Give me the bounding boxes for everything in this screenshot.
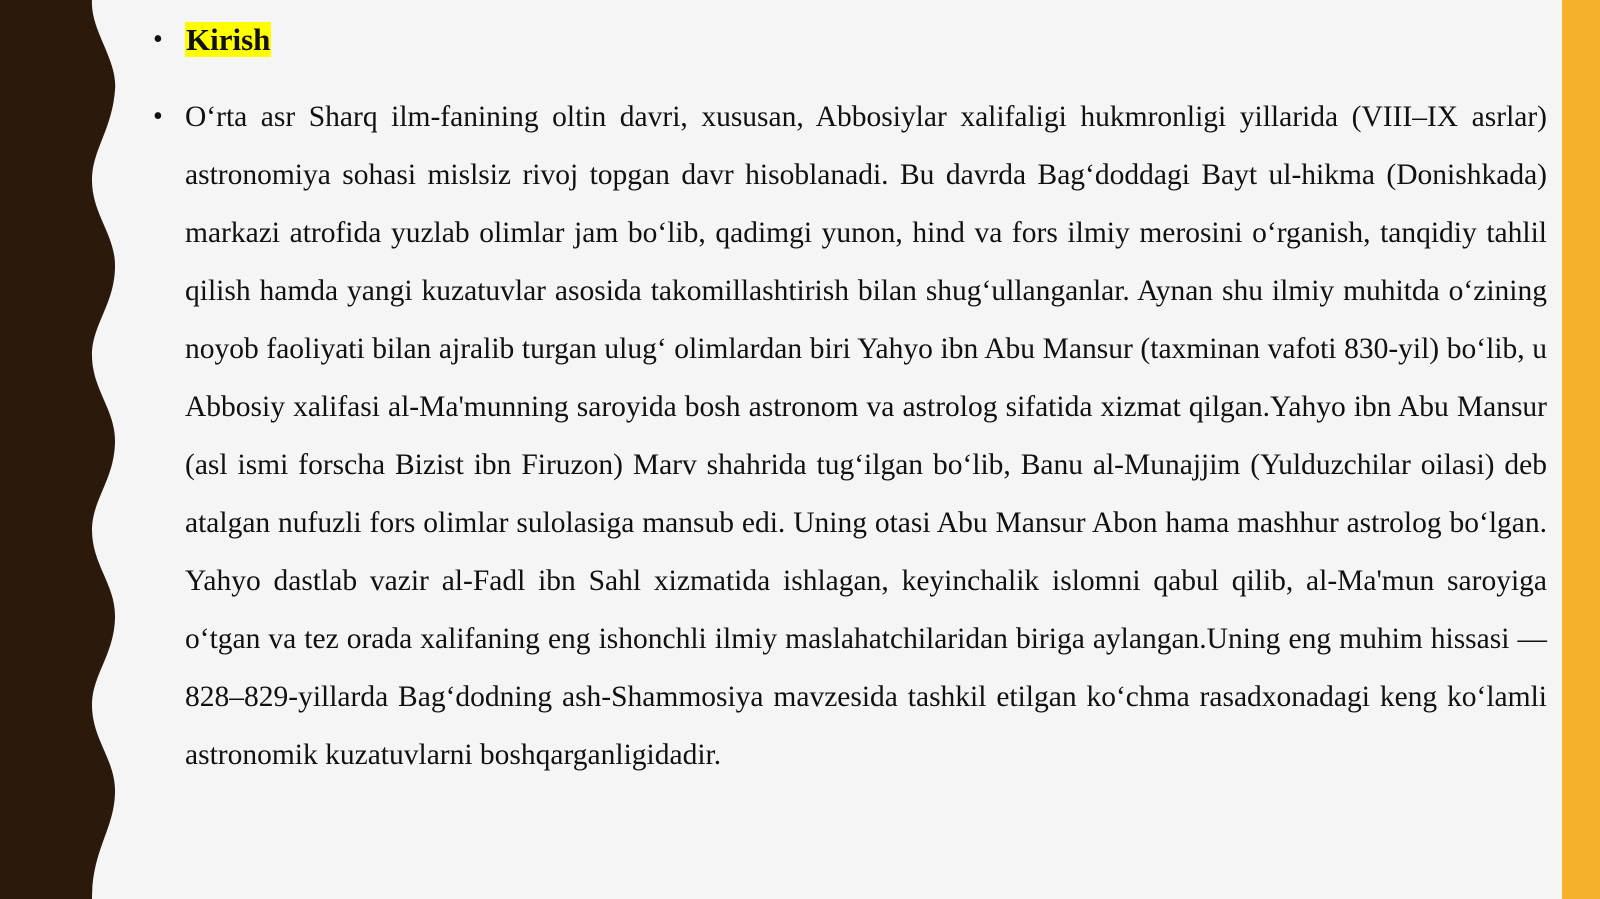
right-accent-band (1562, 0, 1600, 899)
body-paragraph: O‘rta asr Sharq ilm-fanining oltin davri, xususan, Abbosiylar xalifaligi hukmronligi yillarida (VIII–IX asrlar) astronomiya sohasi mislsiz rivoj topgan davr hisoblanadi. Bu davrda Bag‘doddagi Bayt ul-hikma (Donishkada) markazi atrofida yuzlab olimlar jam bo‘lib, qadimgi yunon, hind va fors ilmiy merosini o‘rganish, tanqidiy tahlil qilish hamda yangi kuzatuvlar asosida takomillashtirish bilan shug‘ullanganlar. Aynan shu ilmiy muhitda o‘zining noyob faoliyati bilan ajralib turgan ulug‘ olimlardan biri Yahyo ibn Abu Mansur (taxminan vafoti 830-yil) bo‘lib, u Abbosiy xalifasi al-Ma'munning saroyida bosh astronom va astrolog sifatida xizmat qilgan.Yahyo ibn Abu Mansur (asl ismi forscha Bizist ibn Firuzon) Marv shahrida tug‘ilgan bo‘lib, Banu al-Munajjim (Yulduzchilar oilasi) deb atalgan nufuzli fors olimlar sulolasiga mansub edi. Uning otasi Abu Mansur Abon hama mashhur astrolog bo‘lgan. Yahyo dastlab vazir al-Fadl ibn Sahl xizmatida ishlagan, keyinchalik islomni qabul qilib, al-Ma'mun saroyiga o‘tgan va tez orada xalifaning eng ishonchli ilmiy maslahatchilaridan biriga aylangan.Uning eng muhim hissasi — 828–829-yillarda Bag‘dodning ash-Shammosiya mavzesida tashkil etilgan ko‘chma rasadxonadagi keng ko‘lamli astronomik kuzatuvlarni boshqarganligidadir. (185, 101, 1547, 771)
slide-heading: Kirish (186, 22, 271, 57)
bullet-marker: • (153, 101, 163, 132)
wave-shape (0, 0, 115, 899)
left-wave-band (0, 0, 130, 899)
heading-bullet-item (150, 18, 1547, 66)
body-bullet-item (150, 88, 1547, 784)
slide-content (150, 18, 1547, 784)
bullet-marker: • (153, 24, 163, 55)
